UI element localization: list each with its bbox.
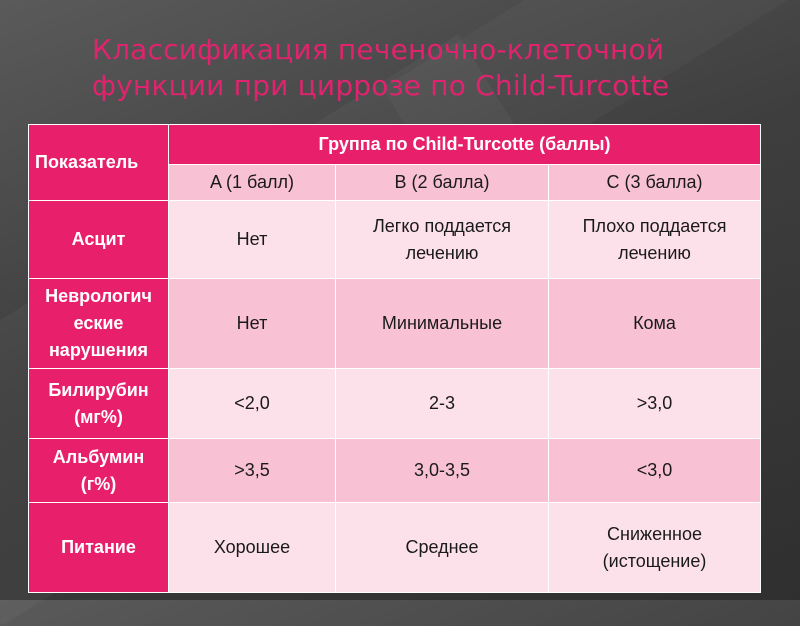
column-header-c: C (3 балла) [549, 165, 761, 201]
group-header: Группа по Child-Turcotte (баллы) [169, 125, 761, 165]
cell-line: Хорошее [213, 537, 291, 557]
table-cell [336, 439, 549, 503]
row-header [29, 503, 169, 593]
cell-line: >3,5 [234, 460, 270, 480]
row-header-line: (г%) [80, 473, 117, 494]
row-header-line: Асцит [71, 229, 126, 249]
row-header-line: (мг%) [74, 406, 123, 427]
column-header-b: B (2 балла) [336, 165, 549, 201]
cell-line: Нет [236, 313, 268, 333]
cell-line: лечению [405, 242, 479, 263]
row-header [29, 279, 169, 369]
cell-line: >3,0 [636, 393, 673, 413]
table-cell [169, 503, 336, 593]
slide-title [92, 32, 752, 104]
column-header-a: A (1 балл) [169, 165, 336, 201]
table-cell [336, 503, 549, 593]
row-header-line: Неврологич [45, 286, 152, 306]
cell-line: Минимальные [381, 313, 503, 333]
table-cell [169, 279, 336, 369]
table-row [29, 201, 761, 279]
table-cell [169, 439, 336, 503]
cell-line: Нет [236, 229, 268, 249]
row-header-line: Питание [61, 537, 136, 557]
table-cell [549, 503, 761, 593]
cell-line: 2-3 [428, 393, 455, 413]
table-cell [549, 369, 761, 439]
classification-table [28, 124, 761, 593]
row-header [29, 369, 169, 439]
cell-line: (истощение) [602, 550, 707, 571]
table-cell [549, 279, 761, 369]
cell-line: лечению [618, 242, 691, 263]
table-cell [336, 279, 549, 369]
table-cell [336, 201, 549, 279]
corner-header: Показатель [29, 125, 169, 201]
row-header-line: Альбумин [52, 446, 145, 467]
table-cell [169, 369, 336, 439]
title-line-2: функции при циррозе по Child-Turcotte [92, 69, 670, 102]
table-body [29, 201, 761, 593]
table-row [29, 439, 761, 503]
row-header [29, 439, 169, 503]
cell-line: <2,0 [234, 393, 270, 413]
cell-line: Среднее [405, 537, 479, 557]
cell-line: Легко поддается [372, 215, 512, 236]
table-row [29, 369, 761, 439]
row-header-line: Билирубин [48, 379, 149, 400]
table-cell [549, 201, 761, 279]
cell-line: Кома [633, 313, 676, 333]
title-line-1: Классификация печеночно-клеточной [92, 33, 665, 66]
cell-line: Сниженное [607, 523, 702, 544]
table-cell [549, 439, 761, 503]
table-row [29, 503, 761, 593]
table-row [29, 279, 761, 369]
row-header-line: нарушения [48, 340, 149, 360]
header-row [29, 125, 761, 165]
cell-line: <3,0 [636, 460, 673, 480]
cell-line: 3,0-3,5 [413, 460, 471, 480]
classification-table-wrap [28, 124, 760, 592]
cell-line: Плохо поддается [582, 215, 727, 236]
table-cell [169, 201, 336, 279]
table-cell [336, 369, 549, 439]
row-header [29, 201, 169, 279]
row-header-line: еские [73, 313, 124, 333]
